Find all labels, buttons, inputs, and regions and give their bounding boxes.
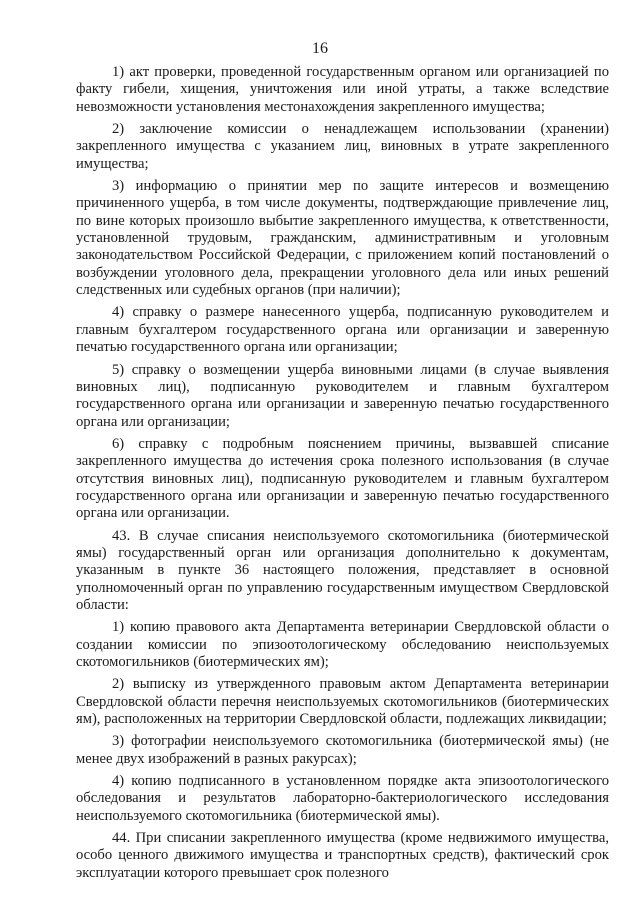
paragraph-item-1: 1) акт проверки, проведенной государственным органом или организацией по факту гибели, хищения, уничтожения или иной утраты, а также вследствие невозможности установления местонахождения закрепленного имущества; (76, 64, 609, 115)
paragraph-item-6: 6) справку с подробным пояснением причины, вызвавшей списание закрепленного имущества до истечения срока полезного использования (в случае отсутствия виновных лиц), подписанную руководителем и главным бухгалтером государственного органа или организации и заверенную печатью государственного органа или организации. (76, 435, 609, 522)
paragraph-item-2: 2) заключение комиссии о ненадлежащем использовании (хранении) закрепленного имущества с указанием лиц, виновных в утрате закрепленного имущества; (76, 121, 609, 172)
paragraph-section-43: 43. В случае списания неиспользуемого скотомогильника (биотермической ямы) государственный орган или организация дополнительно к документам, указанным в пункте 36 настоящего положения, представляет в основной уполномоченный орган по управлению государственным имуществом Свердловской области: (76, 527, 609, 613)
paragraph-item-3: 3) информацию о принятии мер по защите интересов и возмещению причиненного ущерба, в том числе документы, подтверждающие привлечение лиц, по вине которых произошло выбытие закрепленного имущества, к ответственности, установленной трудовым, гражданским, административным и уголовным законодательством Российской Федерации, с приложением копий постановлений о возбуждении уголовного дела, прекращении уголовного дела или иных решений следственных или судебных органов (при наличии); (76, 178, 609, 299)
document-body (76, 64, 609, 882)
paragraph-item-4: 4) справку о размере нанесенного ущерба, подписанную руководителем и главным бухгалтером государственного органа или организации и заверенную печатью государственного органа или организации; (76, 304, 609, 356)
paragraph-43-item-1: 1) копию правового акта Департамента ветеринарии Свердловской области о создании комиссии по эпизоотологическому обследованию неиспользуемых скотомогильников (биотермических ям); (76, 619, 609, 670)
paragraph-section-44: 44. При списании закрепленного имущества (кроме недвижимого имущества, особо ценного движимого имущества и транспортных средств), фактический срок эксплуатации которого превышает срок полезного (76, 830, 609, 881)
paragraph-43-item-4: 4) копию подписанного в установленном порядке акта эпизоотологического обследования и результатов лабораторно-бактериологического исследования неиспользуемого скотомогильника (биотермической ямы). (76, 773, 609, 824)
paragraph-43-item-2: 2) выписку из утвержденного правовым актом Департамента ветеринарии Свердловской области перечня неиспользуемых скотомогильников (биотермических ям), расположенных на территории Свердловской области, подлежащих ликвидации; (76, 676, 609, 728)
page-number: 16 (312, 40, 328, 57)
paragraph-43-item-3: 3) фотографии неиспользуемого скотомогильника (биотермической ямы) (не менее двух изображений в разных ракурсах); (76, 733, 609, 767)
paragraph-item-5: 5) справку о возмещении ущерба виновными лицами (в случае выявления виновных лиц), подписанную руководителем и главным бухгалтером государственного органа или организации и заверенную печатью государственного органа или организации; (76, 361, 609, 430)
